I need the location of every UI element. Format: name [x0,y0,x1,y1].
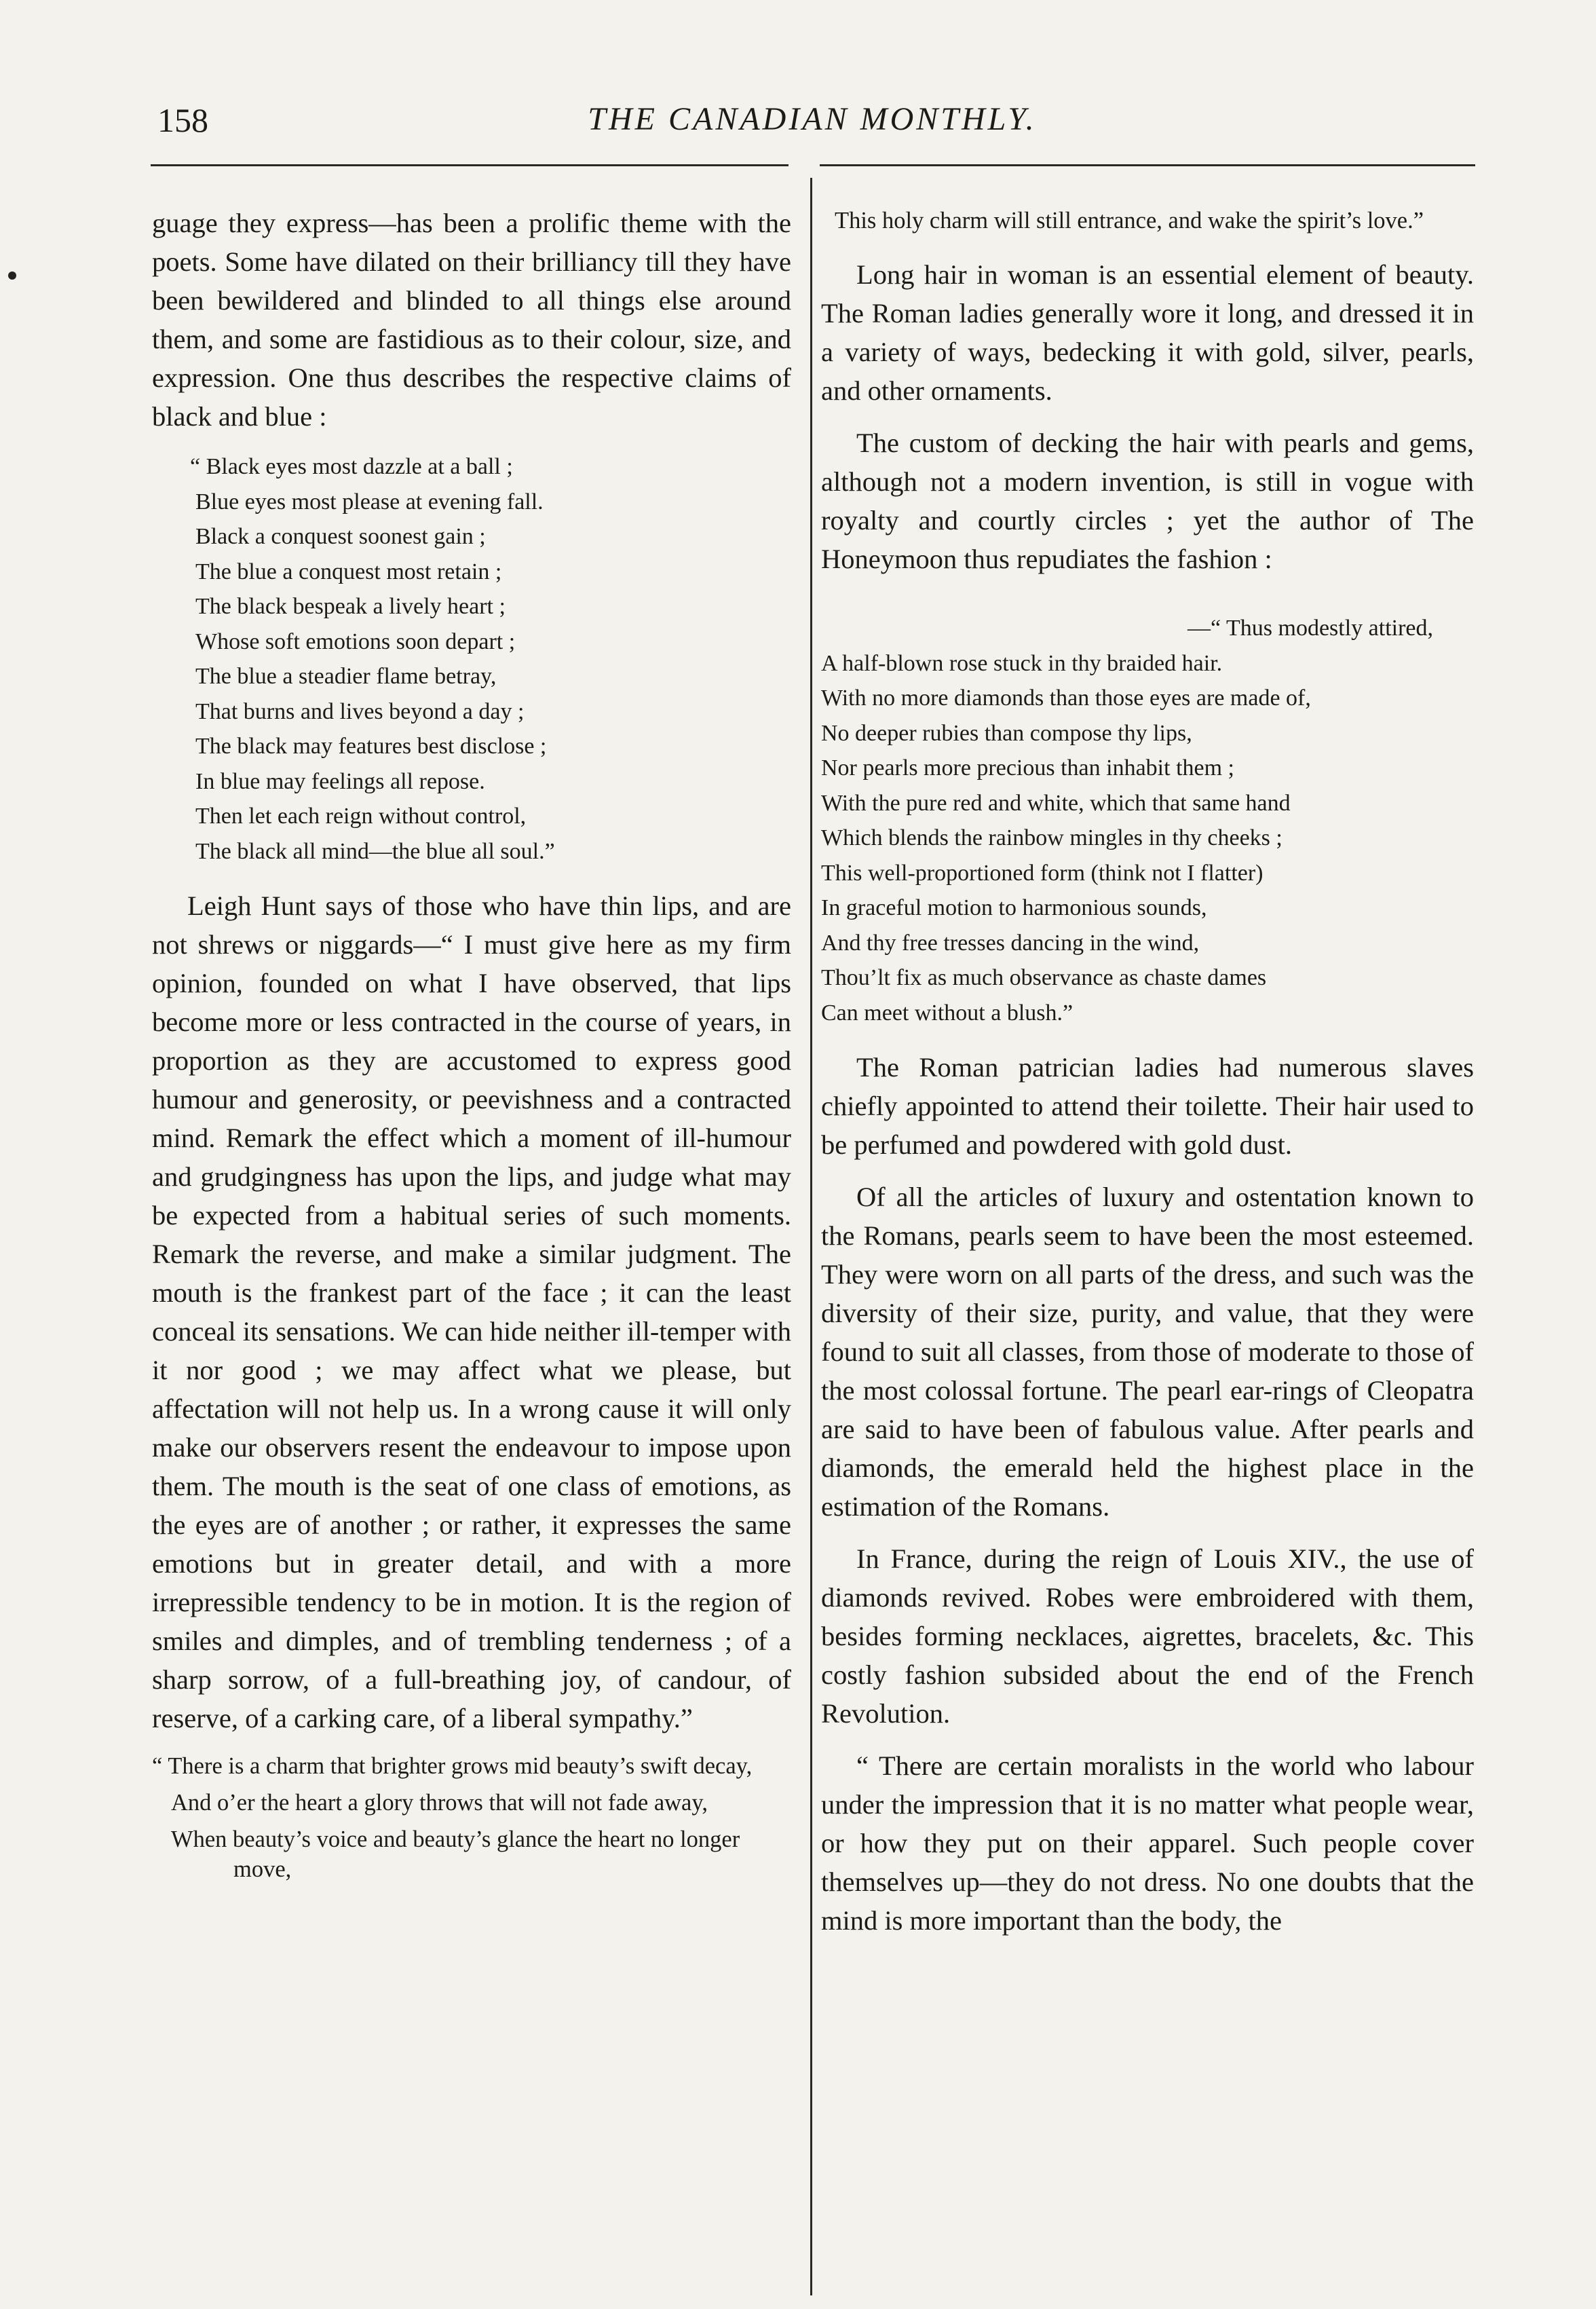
poem-line: When beauty’s voice and beauty’s glance the heart no longer move, [171,1826,740,1882]
paragraph: In France, during the reign of Louis XIV., the use of diamonds revived. Robes were embroidered with them, besides forming necklaces, aigrettes, bracelets, &c. This costly fashion subsided about the end of the French Revolution. [821,1543,1474,1729]
poem-line: In graceful motion to harmonious sounds, [821,895,1207,920]
poem-line: The blue a steadier flame betray, [195,664,497,689]
paragraph: “ There are certain moralists in the world who labour under the impression that it is no matter what people wear, or how they put on their apparel. Such people cover themselves up—they do not dress. No one doubts that the mind is more important than the body, the [821,1750,1474,1936]
margin-speck [8,271,16,280]
left-column [152,204,791,1902]
poem-line: This holy charm will still entrance, and wake the spirit’s love.” [835,208,1424,233]
paragraph: The custom of decking the hair with pearls and gems, although not a modern invention, is still in vogue with royalty and courtly circles ; yet the author of The Honeymoon thus repudiates the fashion : [821,428,1474,574]
poem-line: —“ Thus modestly attired, [1188,616,1433,641]
poem-holy-charm [152,1751,791,1884]
paragraph: guage they express—has been a prolific theme with the poets. Some have dilated on their brilliancy till they have been bewildered and blinded to all things else around them, and some are fastidious as to their colour, size, and expression. One thus describes the respective claims of black and blue : [152,208,791,432]
poem-line: Which blends the rainbow mingles in thy cheeks ; [821,825,1282,850]
poem-line: That burns and lives beyond a day ; [195,698,525,724]
poem-line: Nor pearls more precious than inhabit them ; [821,755,1234,781]
poem-line: In blue may feelings all repose. [195,768,485,794]
paragraph: Leigh Hunt says of those who have thin lips, and are not shrews or niggards—“ I must give here as my firm opinion, founded on what I have observed, that lips become more or less contracted in the course of years, in proportion as they are accustomed to express good humour and generosity, or peevishness and a contracted mind. Remark the effect which a moment of ill-humour and grudgingness has upon the lips, and judge what may be expected from a habitual series of such moments. Remark the reverse, and make a similar judgment. The mouth is the frankest part of the face ; it can the least conceal its sensations. We can hide neither ill-temper with it nor good ; we may affect what we please, but affectation will not help us. In a wrong cause it will only make our observers resent the endeavour to impose upon them. The mouth is the seat of one class of emotions, as the eyes are of another ; or rather, it expresses the same emotions but in greater detail, and with a more irrepressible tendency to be in motion. It is the region of smiles and dimples, and of trembling tenderness ; of a sharp sorrow, of a full-breathing joy, of candour, of reserve, of a carking care, of a liberal sympathy.” [152,890,791,1733]
poem-black-and-blue [152,449,791,869]
paragraph: Of all the articles of luxury and ostentation known to the Romans, pearls seem to have been the most esteemed. They were worn on all parts of the dress, and such was the diversity of their size, purity, and value, that they were found to suit all classes, from those of moderate to those of the most colossal fortune. The pearl ear-rings of Cleopatra are said to have been of fabulous value. After pearls and diamonds, the emerald held the highest place in the estimation of the Romans. [821,1182,1474,1522]
poem-line: And thy free tresses dancing in the wind, [821,930,1200,956]
poem-honeymoon [821,611,1474,1030]
poem-line: Whose soft emotions soon depart ; [195,628,516,654]
poem-line: “ There is a charm that brighter grows mid beauty’s swift decay, [152,1753,753,1779]
poem-line: The black may features best disclose ; [195,734,547,759]
poem-line: Then let each reign without control, [195,804,527,829]
poem-line: With the pure red and white, which that same hand [821,790,1291,816]
poem-line: Blue eyes most please at evening fall. [195,489,544,514]
poem-line: A half-blown rose stuck in thy braided hair. [821,650,1223,676]
poem-line: Thou’lt fix as much observance as chaste dames [821,965,1267,990]
poem-line: With no more diamonds than those eyes are made of, [821,686,1311,711]
column-divider [810,178,812,2295]
poem-line: The blue a conquest most retain ; [195,559,502,584]
journal-title: THE CANADIAN MONTHLY. [588,101,1037,137]
poem-line: And o’er the heart a glory throws that will not fade away, [171,1790,708,1816]
paragraph: Long hair in woman is an essential element of beauty. The Roman ladies generally wore it long, and dressed it in a variety of ways, bedecking it with gold, silver, pearls, and other ornaments. [821,259,1474,406]
poem-line: The black all mind—the blue all soul.” [195,838,555,864]
poem-line: Black a conquest soonest gain ; [195,524,486,549]
poem-line: “ Black eyes most dazzle at a ball ; [190,454,513,479]
poem-line: This well-proportioned form (think not I flatter) [821,860,1264,886]
paragraph: The Roman patrician ladies had numerous slaves chiefly appointed to attend their toilette. Their hair used to be perfumed and powdered with gold dust. [821,1052,1474,1160]
poem-line: The black bespeak a lively heart ; [195,594,506,619]
running-head [151,100,1474,148]
poem-line: No deeper rubies than compose thy lips, [821,720,1192,746]
poem-line: Can meet without a blush.” [821,1000,1074,1026]
header-rule-left [151,164,788,166]
header-rule-right [820,164,1475,166]
page-number: 158 [157,101,208,139]
right-column [821,204,1474,1953]
poem-holy-charm-end [821,204,1474,238]
